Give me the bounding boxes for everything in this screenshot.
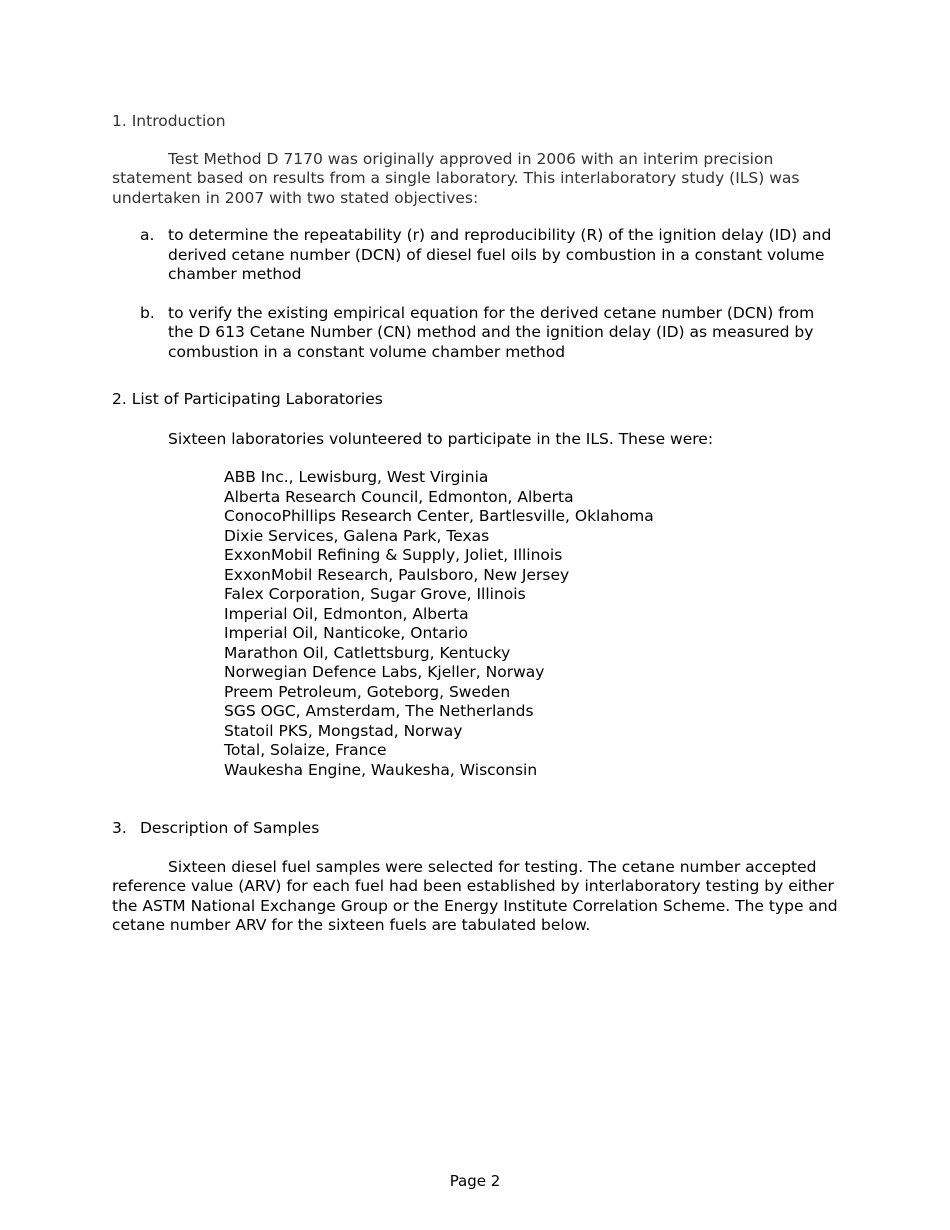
list-item: SGS OGC, Amsterdam, The Netherlands [224,702,534,720]
list-item: Imperial Oil, Nanticoke, Ontario [224,624,469,642]
section-3-title: Description of Samples [140,819,320,837]
list-marker: a. [140,226,155,244]
section-1-heading: 1. Introduction [112,112,226,130]
section-3-paragraph: Sixteen diesel fuel samples were selected for testing. The cetane number accepted reference value (ARV) for each fuel had been established by interlaboratory testing by either the ASTM National Exchange Group or the Energy Institute Correlation Scheme. The type and cetane number ARV for the sixteen fuels are tabulated below. [112,857,838,934]
section-2-paragraph: Sixteen laboratories volunteered to participate in the ILS. These were: [168,429,714,448]
list-item: ExxonMobil Refining & Supply, Joliet, Illinois [224,546,563,564]
list-item: Waukesha Engine, Waukesha, Wisconsin [224,760,538,779]
list-item: Total, Solaize, France [224,741,387,759]
list-item: ABB Inc., Lewisburg, West Virginia [224,468,489,486]
document-page [112,112,840,936]
list-item: Marathon Oil, Catlettsburg, Kentucky [224,643,511,662]
list-item: Alberta Research Council, Edmonton, Alberta [224,487,574,506]
objectives-list [140,226,840,362]
list-item-text: to verify the existing empirical equation for the derived cetane number (DCN) from the D 613 Cetane Number (CN) method and the ignition delay (ID) as measured by combustion in a constant volume chamber method [168,303,815,361]
list-item: Statoil PKS, Mongstad, Norway [224,721,463,740]
laboratory-list [224,468,840,780]
list-item [140,304,840,363]
list-item: Norwegian Defence Labs, Kjeller, Norway [224,663,545,681]
list-item [140,226,840,285]
list-item: Dixie Services, Galena Park, Texas [224,526,490,545]
list-item: ConocoPhillips Research Center, Bartlesville, Oklahoma [224,507,654,525]
section-3-heading [112,819,840,839]
list-marker: b. [140,303,155,322]
list-item: Falex Corporation, Sugar Grove, Illinois [224,585,526,603]
list-item: ExxonMobil Research, Paulsboro, New Jersey [224,565,570,584]
section-1-paragraph: Test Method D 7170 was originally approved in 2006 with an interim precision statement based on results from a single laboratory. This interlaboratory study (ILS) was undertaken in 2007 with two stated objectives: [112,149,800,207]
section-2-heading: 2. List of Participating Laboratories [112,390,383,408]
page-number: Page 2 [449,1172,501,1190]
list-item: Imperial Oil, Edmonton, Alberta [224,604,469,623]
list-item-text: to determine the repeatability (r) and reproducibility (R) of the ignition delay (ID) and derived cetane number (DCN) of diesel fuel oils by combustion in a constant volume chamber method [168,226,832,283]
section-3-number: 3. [112,819,127,837]
list-item: Preem Petroleum, Goteborg, Sweden [224,682,511,701]
